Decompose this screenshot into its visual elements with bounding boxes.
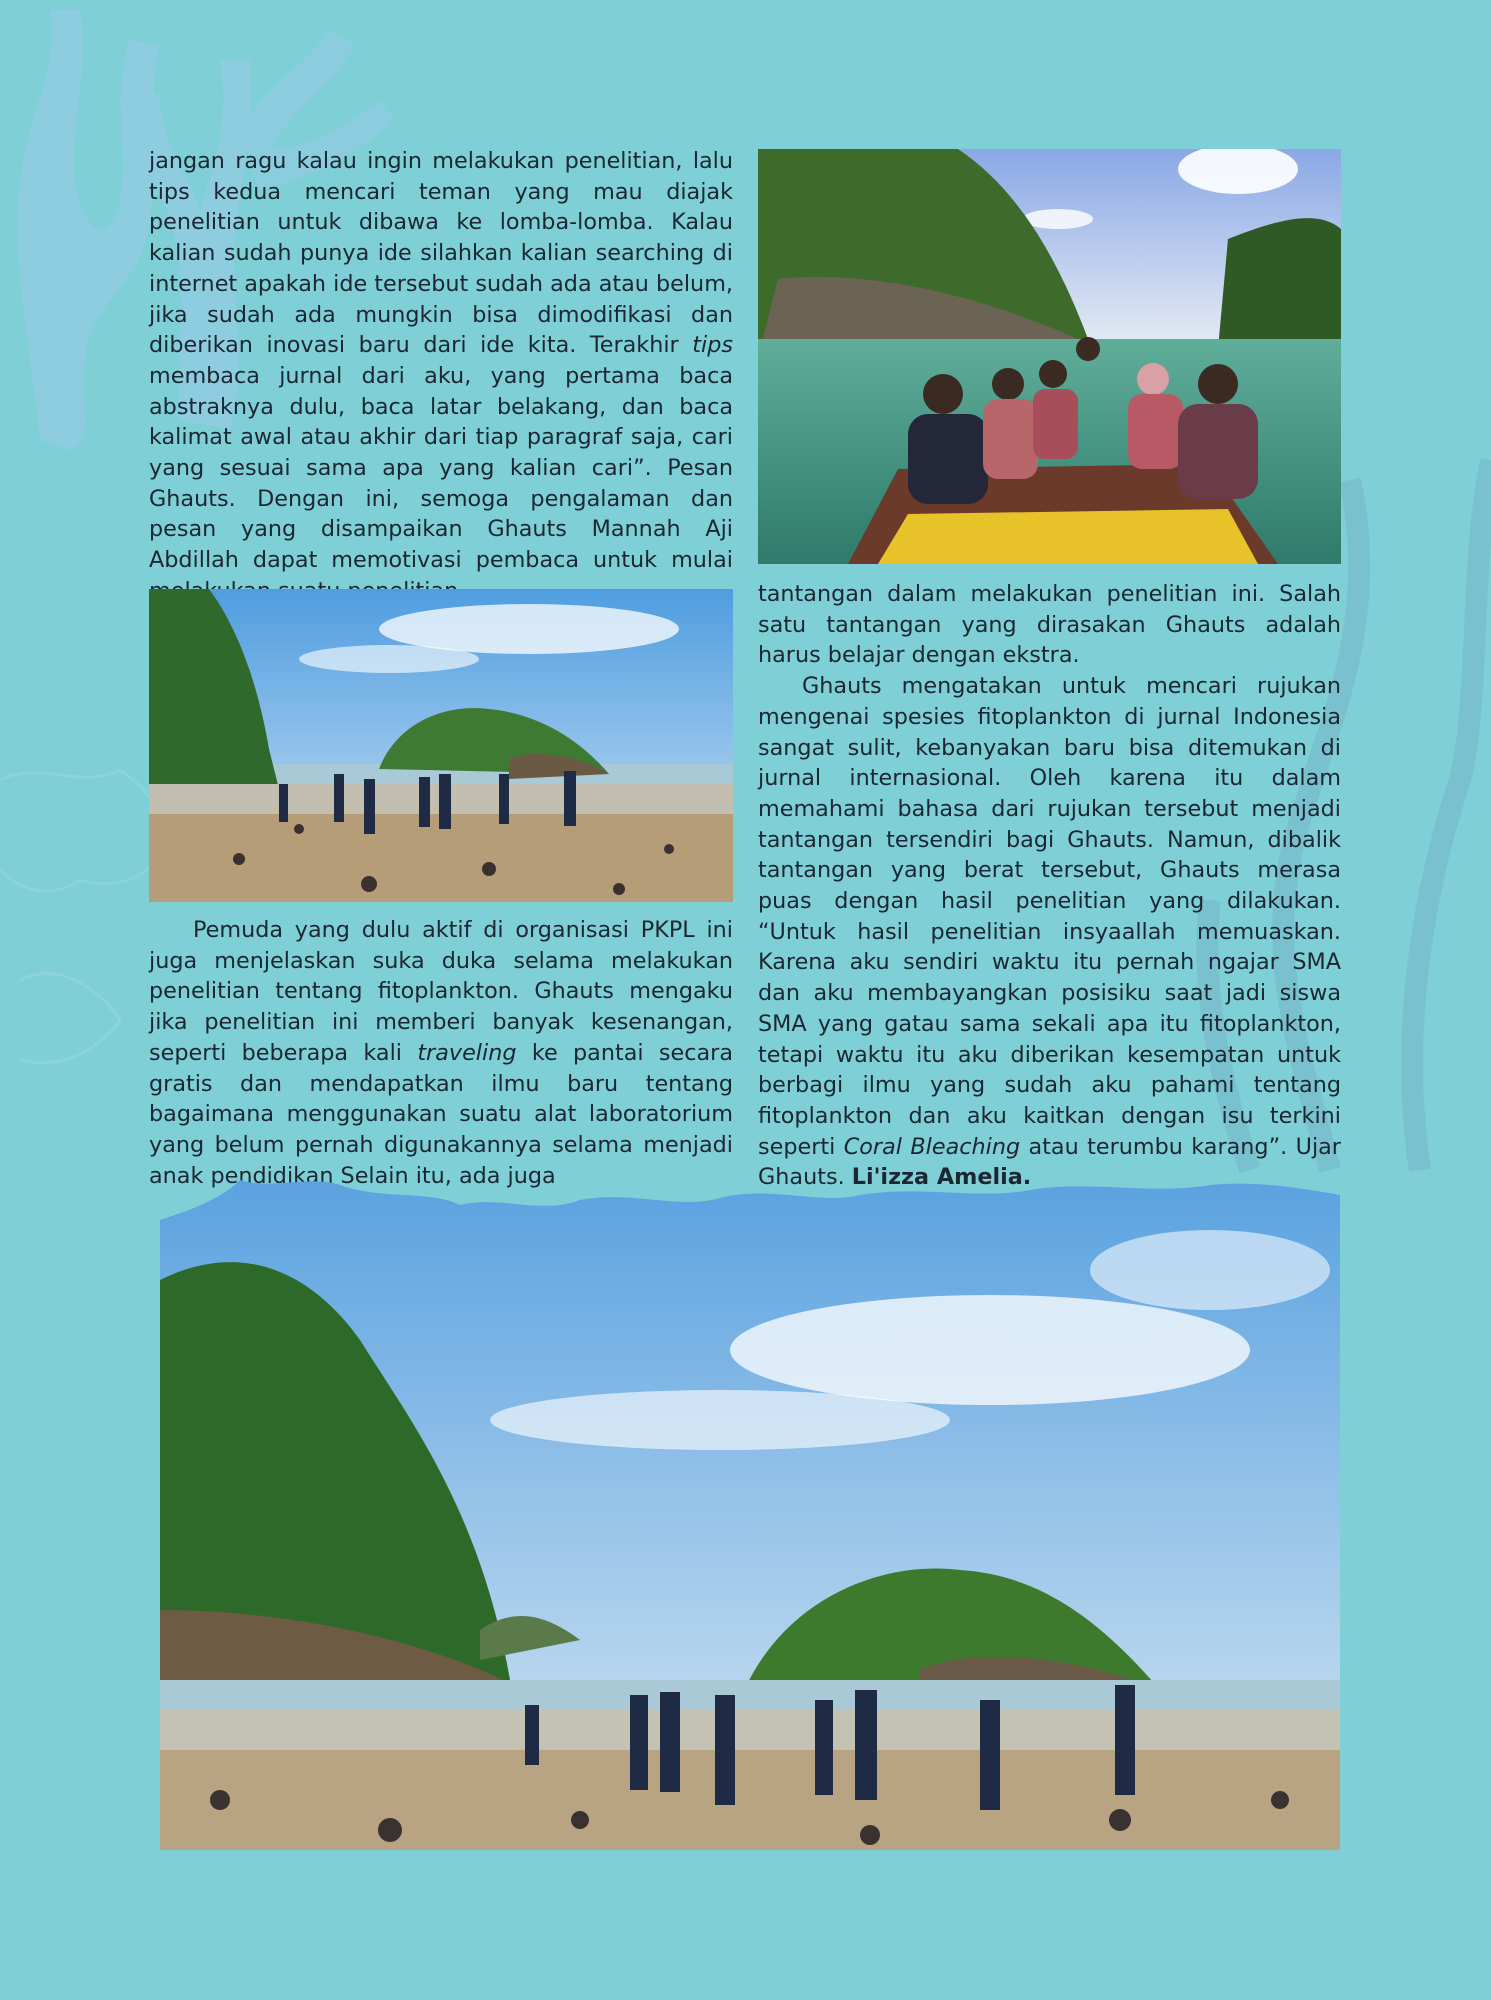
left-column-bottom-text bbox=[149, 915, 733, 1191]
left-column-top-text bbox=[149, 146, 733, 607]
boat-ride-photo bbox=[758, 149, 1341, 564]
paragraph-tips: jangan ragu kalau ingin melakukan penelitian, lalu tips kedua mencari teman yang mau diajak penelitian untuk dibawa ke lomba-lomba. Kalau kalian sudah punya ide silahkan kalian searching di internet apakah ide tersebut sudah ada atau belum, jika sudah ada mungkin bisa dimodifikasi dan diberikan inovasi baru dari ide kita. Terakhir tips membaca jurnal dari aku, yang pertama baca abstraknya dulu, baca latar belakang, dan baca kalimat awal atau akhir dari tiap paragraf saja, cari yang sesuai sama apa yang kalian cari”. Pesan Ghauts. Dengan ini, semoga pengalaman dan pesan yang disampaikan Ghauts Mannah Aji Abdillah dapat memotivasi pembaca untuk mulai bbox=[149, 148, 733, 574]
right-column-text bbox=[758, 579, 1341, 1193]
paragraph-suka-duka: Pemuda yang dulu aktif di organisasi PKPL ini juga menjelaskan suka duka selama melakukan penelitian tentang fitoplankton. Ghauts mengaku jika penelitian ini memberi banyak kesenangan, seperti beberapa kali traveling ke pantai secara gratis dan mendapatkan ilmu baru tentang bagaimana menggunakan suatu alat laboratorium yang belum pernah digunakannya selama menjadi anak pendidikan Selain itu, ada juga bbox=[149, 917, 733, 1189]
author-name: Li'izza Amelia. bbox=[851, 1164, 1032, 1191]
paragraph-tantangan: tantangan dalam melakukan penelitian ini. Salah satu tantangan yang dirasakan Ghauts adalah harus belajar dengan ekstra. bbox=[758, 581, 1341, 669]
beach-walk-photo bbox=[149, 589, 733, 902]
paragraph-rujukan: Ghauts mengatakan untuk mencari rujukan mengenai spesies fitoplankton di jurnal Indonesia sangat sulit, kebanyakan baru bisa ditemukan di jurnal internasional. Oleh karena itu dalam memahami bahasa dari rujukan tersebut menjadi tantangan tersendiri bagi Ghauts. Namun, dibalik tantangan yang berat tersebut, Ghauts merasa puas dengan hasil penelitian yang dilakukan. “Untuk hasil penelitian insyaallah memuaskan. Karena aku sendiri waktu itu pernah ngajar SMA dan aku membayangkan posisiku saat jadi siswa SMA yang gatau sama sekali apa itu fitoplankton, tetapi waktu itu aku diberikan kesempatan untuk berbagi ilmu yang sudah aku pahami tentang fitoplankton dan aku kaitkan dengan isu terkini seperti Coral Bleaching atau terumbu karang”. Ujar Ghauts. Li'izza Amelia. bbox=[758, 673, 1341, 1191]
beach-walk-large-photo bbox=[160, 1180, 1340, 1850]
fish-outline-decoration bbox=[0, 770, 163, 1063]
